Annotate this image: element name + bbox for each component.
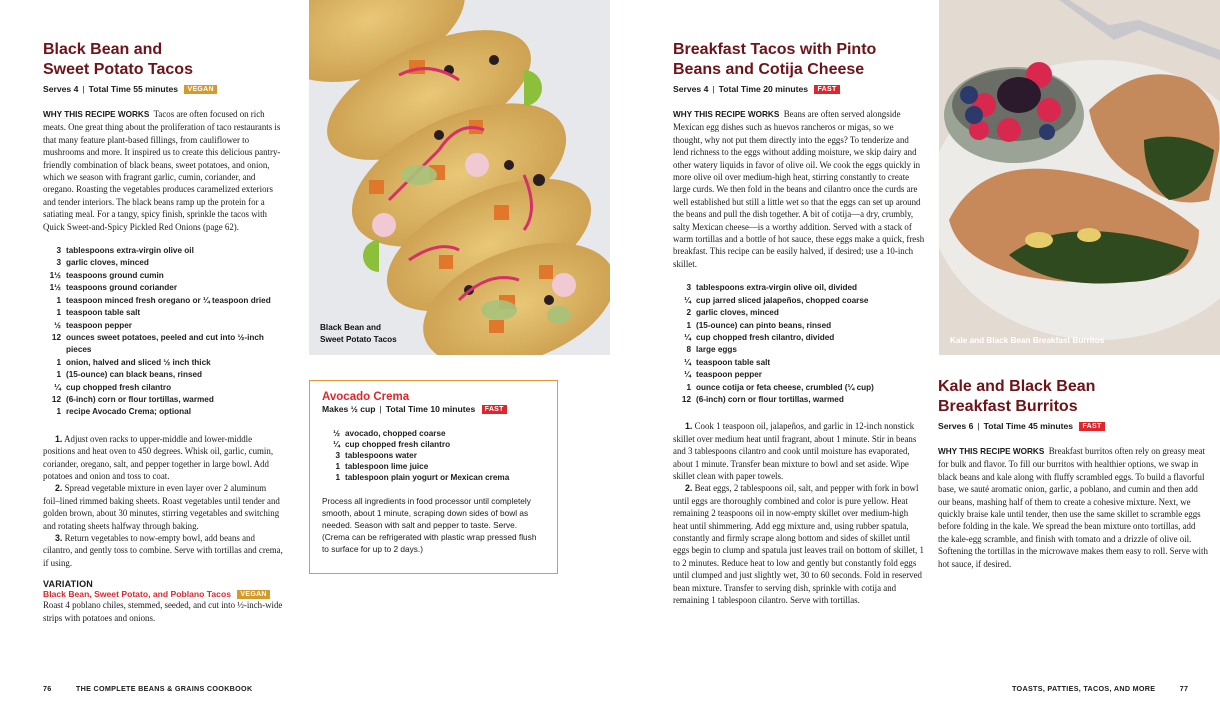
ingredient-text: avocado, chopped coarse [345, 429, 446, 438]
recipe-title: Breakfast Tacos with Pinto Beans and Cotija Cheese [673, 41, 877, 78]
sidebar-method: Process all ingredients in food processor until completely smooth, about 1 minute, scraping down sides of bowl as needed. Season with salt and pepper to taste. Serve. (Crema can be refrigerated with plastic wrap pressed flush to surface for up to 2 days.) [322, 496, 537, 554]
step-text: Spread vegetable mixture in even layer over 2 aluminum foil–lined rimmed baking sheets. Roast vegetables until tender and golden brown, about 30 minutes, stirring vegetables and switching and rotating sheets halfway through baking. [43, 483, 280, 531]
ingredient-qty: 2 [686, 308, 691, 318]
ingredient-text: (6-inch) corn or flour tortillas, warmed [66, 394, 214, 404]
ingredient-text: tablespoons water [345, 451, 417, 460]
ingredient-item [43, 245, 283, 257]
method-step [43, 532, 283, 569]
fast-badge: FAST [482, 405, 507, 414]
ingredient-item [673, 382, 925, 394]
ingredient-text: tablespoon lime juice [345, 462, 429, 471]
ingredient-qty: 1½ [49, 283, 61, 293]
ingredient-text: onion, halved and sliced ½ inch thick [66, 357, 211, 367]
ingredient-qty: 1 [56, 308, 61, 318]
ingredient-qty: 1½ [49, 270, 61, 280]
step-text: Adjust oven racks to upper-middle and lower-middle positions and heat oven to 450 degrees. Whisk oil, garlic, cumin, coriander, oregano, salt, and pepper together in large bowl. Add potatoes and onion and toss to coat. [43, 433, 274, 481]
page-number: 76 [43, 684, 52, 693]
fast-badge: FAST [1079, 422, 1104, 431]
ingredient-qty: ¼ [54, 382, 61, 392]
ingredient-item [673, 295, 925, 307]
ingredient-qty: 1 [335, 462, 340, 471]
step-text: Return vegetables to now-empty bowl, add beans and cilantro, and gently toss to combine. Serve with tortillas and crema, if using. [43, 533, 283, 568]
ingredient-qty: ¼ [333, 440, 340, 449]
method-steps [673, 420, 925, 606]
ingredient-item [673, 369, 925, 381]
ingredient-text: ounce cotija or feta cheese, crumbled (¼ cup) [696, 382, 874, 392]
recipe-title: Kale and Black Bean Breakfast Burritos [938, 378, 1096, 415]
ingredient-qty: 3 [56, 258, 61, 268]
ingredient-item [673, 282, 925, 294]
ingredient-text: garlic cloves, minced [66, 258, 149, 268]
variation-title: Black Bean, Sweet Potato, and Poblano Tacos VEGAN [43, 589, 283, 599]
ingredient-text: (6-inch) corn or flour tortillas, warmed [696, 394, 844, 404]
ingredient-qty: 3 [686, 283, 691, 293]
ingredient-item [43, 406, 283, 418]
ingredient-item [673, 357, 925, 369]
ingredient-item [673, 320, 925, 332]
ingredient-text: teaspoons ground cumin [66, 270, 164, 280]
ingredient-text: (15-ounce) can black beans, rinsed [66, 370, 203, 380]
ingredient-item [322, 428, 545, 439]
ingredient-text: teaspoon table salt [696, 357, 771, 367]
ingredient-text: teaspoons ground coriander [66, 283, 177, 293]
ingredient-item [43, 282, 283, 294]
ingredient-item [43, 394, 283, 406]
step-number: 3. [55, 533, 63, 543]
tacos-illustration [309, 0, 610, 355]
ingredient-qty: 1 [686, 382, 691, 392]
ingredient-item [43, 382, 283, 394]
ingredient-qty: 1 [56, 295, 61, 305]
avocado-crema-sidebar [309, 380, 558, 574]
step-number: 1. [55, 433, 63, 444]
ingredient-item [673, 394, 925, 406]
sidebar-meta: Makes ½ cup | Total Time 10 minutes FAST [322, 404, 545, 414]
ingredient-text: cup chopped fresh cilantro, divided [696, 332, 835, 342]
right-recipe-column [673, 40, 925, 606]
photo-caption: Black Bean and Sweet Potato Tacos [320, 323, 397, 344]
vegan-badge: VEGAN [184, 85, 216, 94]
ingredient-qty: ¼ [684, 357, 691, 367]
ingredient-item [322, 472, 545, 483]
ingredient-text: garlic cloves, minced [696, 308, 779, 318]
ingredient-qty: 1 [56, 407, 61, 417]
method-step [673, 482, 925, 606]
ingredient-list [673, 282, 925, 406]
vegan-badge: VEGAN [237, 590, 269, 599]
ingredient-item [43, 295, 283, 307]
ingredient-item [43, 369, 283, 381]
right-recipe2-column [938, 377, 1208, 570]
ingredient-item [43, 257, 283, 269]
ingredient-item [43, 357, 283, 369]
ingredient-item [43, 332, 283, 357]
sidebar-ingredient-list [322, 428, 545, 483]
running-head: THE COMPLETE BEANS & GRAINS COOKBOOK [75, 684, 253, 693]
why-this-recipe-works: WHY THIS RECIPE WORKS Beans are often served alongside Mexican egg dishes such as huevos rancheros or migas, so we thought, why not put them directly into the eggs? To tenderize and lend richness to the eggs without adding moisture, we skip dairy and other watery liquids in favor of olive oil. We cook the eggs quickly in more olive oil over medium-high heat, stirring constantly to create large curds. We then fold in the beans and cilantro once the curds are well established but still a little wet so that the eggs can set up around the beans and pull the dish together. A bit of cotija—a dry, crumbly, salty Mexican cheese—is a worthy addition. Served with a stack of warm tortillas and a bottle of hot sauce, these eggs make a quick, fresh breakfast. This recipe can be easily halved, if desired; use a 10-inch skillet. [673, 109, 925, 269]
sidebar-title: Avocado Crema [322, 391, 410, 403]
ingredient-text: tablespoons extra-virgin olive oil, divided [696, 283, 858, 293]
recipe-title: Black Bean and Sweet Potato Tacos [43, 41, 193, 78]
ingredient-item [673, 344, 925, 356]
page-number: 77 [1179, 684, 1189, 693]
ingredient-qty: ½ [333, 429, 340, 438]
variation-text: Roast 4 poblano chiles, stemmed, seeded, and cut into ½-inch-wide strips with potatoes and onions. [43, 600, 283, 623]
why-this-recipe-works: WHY THIS RECIPE WORKS Breakfast burritos often rely on greasy meat for bulk and flavor. To fill our burritos with healthier options, we swap in black beans and kale along with fluffy scrambled eggs. To build a flavorful base, we sauté aromatic onion, garlic, a poblano, and cumin and then add our beans, mashing half of them to create a cohesive mixture. Next, we quickly braise kale until tender, then use the same skillet to scramble eggs before folding in the kale. We spread the bean mixture onto tortillas, add the kale-egg scramble, and finish with tomato and a drizzle of olive oil. Softening the tortillas in the microwave makes them easy to roll. Serve with hot sauce, if desired. [938, 446, 1208, 569]
variation-label: VARIATION [43, 579, 93, 590]
ingredient-qty: 12 [681, 394, 691, 404]
ingredient-list [43, 245, 283, 419]
ingredient-text: cup chopped fresh cilantro [345, 440, 451, 449]
step-text: Beat eggs, 2 tablespoons oil, salt, and pepper with fork in bowl until eggs are thoroughly combined and color is pure yellow. Heat remaining 2 teaspoons oil in now-empty skillet over medium-high heat until shimmering. Add egg mixture and, using rubber spatula, constantly and firmly scrape along bottom and sides of skillet until eggs begin to clump and spatula just leaves trail on bottom of skillet, 1 to 2 minutes. Reduce heat to low and gently but constantly fold eggs until clumped and just slightly wet, 30 to 60 seconds. Fold in reserved bean mixture. Transfer to serving dish, sprinkle with cotija and remaining 1 tablespoon cilantro. Serve with tortillas. [673, 483, 924, 606]
ingredient-text: tablespoons extra-virgin olive oil [66, 246, 194, 256]
ingredient-text: ounces sweet potatoes, peeled and cut into ½-inch pieces [66, 332, 264, 355]
why-this-recipe-works: WHY THIS RECIPE WORKS Tacos are often focused on rich meats. One great thing about the proliferation of taco restaurants is that many feature plant-based fillings, from cauliflower to mushrooms and more. It inspired us to create this delicious pantry-friendly combination of black beans, sweet potatoes, and onion, which we season with fragrant garlic, cumin, coriander, and oregano. Roasting the vegetables produces caramelized exteriors and tender interiors. The black beans ramp up the protein for a satiating meal. For a tangy, spicy finish, sprinkle the tacos with Quick Sweet-and-Spicy Pickled Red Onions (page 62). [43, 109, 281, 232]
right-footer [1012, 684, 1188, 693]
running-head: TOASTS, PATTIES, TACOS, AND MORE [1012, 684, 1156, 693]
ingredient-text: teaspoon pepper [66, 320, 132, 330]
burritos-illustration [939, 0, 1220, 355]
left-footer [43, 684, 252, 693]
ingredient-text: teaspoon pepper [696, 370, 762, 380]
ingredient-qty: 1 [335, 473, 340, 482]
ingredient-qty: 1 [56, 357, 61, 367]
ingredient-text: large eggs [696, 345, 737, 355]
ingredient-item [673, 307, 925, 319]
method-step [673, 420, 925, 482]
step-number: 2. [55, 483, 63, 494]
ingredient-item [43, 320, 283, 332]
ingredient-qty: ¼ [684, 370, 691, 380]
ingredient-item [43, 270, 283, 282]
ingredient-qty: 3 [56, 246, 61, 256]
photo-caption: Kale and Black Bean Breakfast Burritos [950, 336, 1105, 345]
ingredient-item [322, 450, 545, 461]
ingredient-qty: 12 [51, 394, 61, 404]
step-number: 2. [685, 483, 693, 494]
fast-badge: FAST [814, 85, 839, 94]
variation-section [43, 579, 283, 624]
ingredient-item [673, 332, 925, 344]
ingredient-qty: ¼ [684, 332, 691, 342]
ingredient-text: (15-ounce) can pinto beans, rinsed [696, 320, 832, 330]
step-number: 1. [685, 421, 693, 432]
method-steps [43, 433, 283, 569]
recipe-meta: Serves 6 | Total Time 45 minutes FAST [938, 421, 1208, 431]
ingredient-item [322, 461, 545, 472]
recipe-meta: Serves 4 | Total Time 20 minutes FAST [673, 84, 925, 94]
step-text: Cook 1 teaspoon oil, jalapeños, and garlic in 12-inch nonstick skillet over medium heat until fragrant, about 1 minute. Stir in beans and 3 tablespoons cilantro and cook until moisture has evaporated, about 1 minute. Transfer bean mixture to bowl and set aside. Wipe skillet clean with paper towels. [673, 421, 917, 481]
method-step [43, 433, 283, 483]
ingredient-item [322, 439, 545, 450]
ingredient-item [43, 307, 283, 319]
ingredient-text: recipe Avocado Crema; optional [66, 407, 191, 417]
left-recipe-column [43, 40, 283, 624]
ingredient-qty: 3 [335, 451, 340, 460]
ingredient-qty: 8 [686, 345, 691, 355]
ingredient-text: teaspoon minced fresh oregano or ¼ teaspoon dried [66, 295, 271, 305]
method-step [43, 482, 283, 532]
ingredient-qty: 1 [56, 370, 61, 380]
ingredient-text: tablespoon plain yogurt or Mexican crema [345, 473, 510, 482]
ingredient-text: teaspoon table salt [66, 308, 141, 318]
ingredient-qty: 12 [51, 332, 61, 342]
ingredient-qty: 1 [686, 320, 691, 330]
tacos-photo [309, 0, 610, 355]
ingredient-text: cup jarred sliced jalapeños, chopped coarse [696, 295, 869, 305]
burritos-photo [939, 0, 1220, 355]
ingredient-text: cup chopped fresh cilantro [66, 382, 172, 392]
recipe-meta: Serves 4 | Total Time 55 minutes VEGAN [43, 84, 283, 94]
ingredient-qty: ¼ [684, 295, 691, 305]
ingredient-qty: ½ [54, 320, 61, 330]
